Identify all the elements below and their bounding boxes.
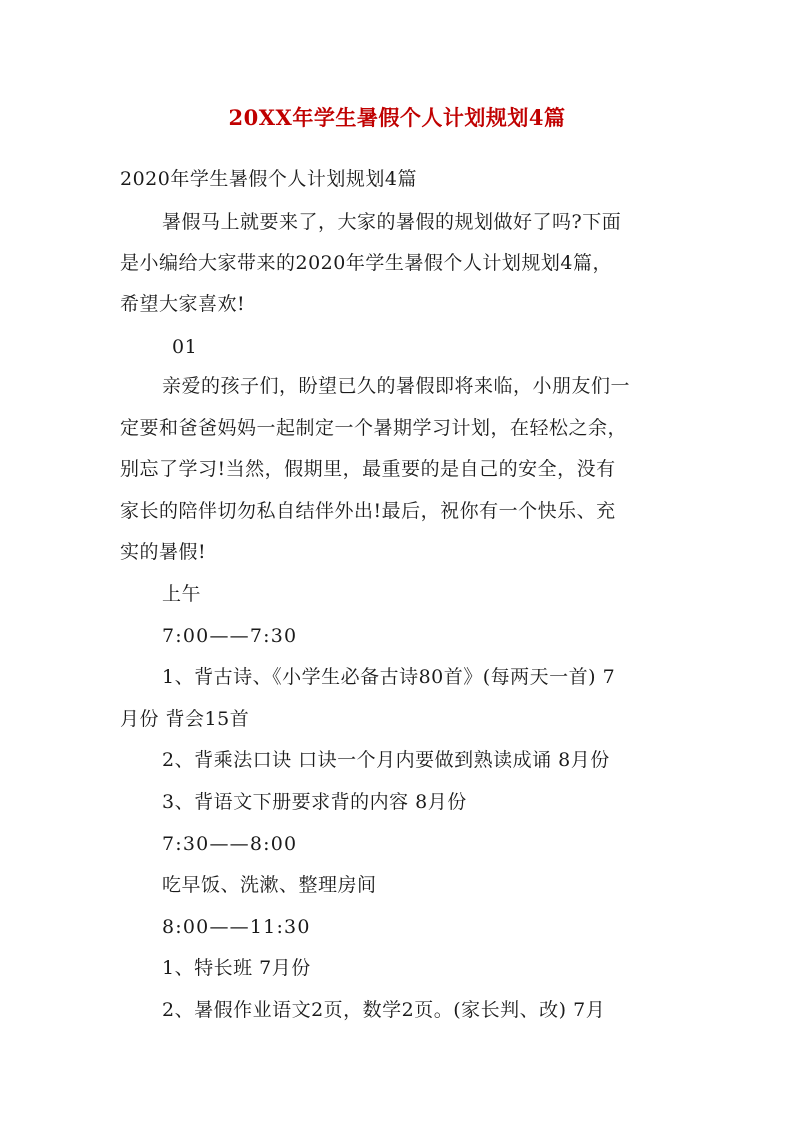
plan-item-cont: 月份 背会15首 [120, 708, 250, 730]
plan-item: 1、背古诗、《小学生必备古诗80首》(每两天一首) 7 [162, 666, 616, 688]
plan-item: 2、背乘法口诀 口诀一个月内要做到熟读成诵 8月份 [162, 749, 610, 771]
time-slot: 8:00——11:30 [162, 916, 311, 938]
activity: 吃早饭、洗漱、整理房间 [162, 874, 377, 896]
subtitle: 2020年学生暑假个人计划规划4篇 [120, 168, 417, 190]
plan-item: 1、特长班 7月份 [162, 957, 311, 979]
para-line: 别忘了学习!当然，假期里，最重要的是自己的安全，没有 [120, 458, 616, 480]
time-slot: 7:00——7:30 [162, 625, 298, 647]
morning-label: 上午 [162, 583, 202, 605]
intro-line: 是小编给大家带来的2020年学生暑假个人计划规划4篇， [120, 252, 612, 274]
time-slot: 7:30——8:00 [162, 833, 298, 855]
plan-item: 2、暑假作业语文2页，数学2页。(家长判、改) 7月 [162, 999, 606, 1021]
intro-line: 希望大家喜欢! [120, 293, 246, 315]
para-line: 实的暑假! [120, 541, 207, 563]
para-line: 定要和爸爸妈妈一起制定一个暑期学习计划，在轻松之余， [120, 417, 628, 439]
para-line: 亲爱的孩子们，盼望已久的暑假即将来临，小朋友们一 [162, 375, 631, 397]
intro-line: 暑假马上就要来了，大家的暑假的规划做好了吗?下面 [162, 211, 622, 233]
document-title: 20XX年学生暑假个人计划规划4篇 [228, 105, 566, 130]
section-number: 01 [172, 336, 198, 358]
plan-item: 3、背语文下册要求背的内容 8月份 [162, 791, 467, 813]
para-line: 家长的陪伴切勿私自结伴外出!最后，祝你有一个快乐、充 [120, 500, 616, 522]
